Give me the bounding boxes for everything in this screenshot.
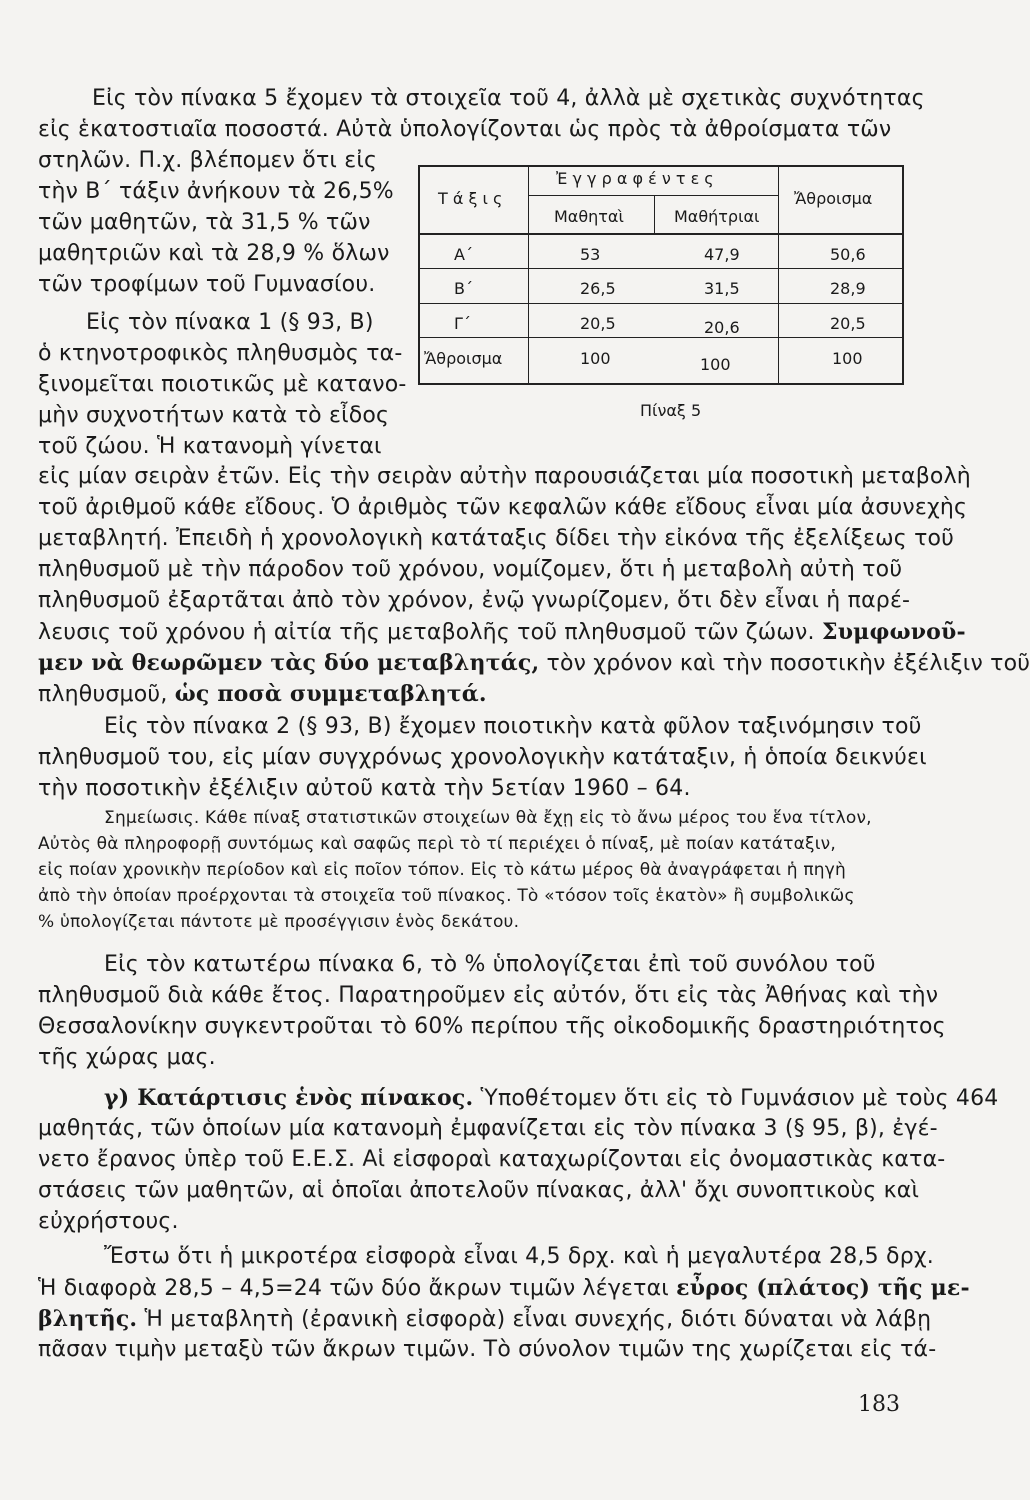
text-line: Εἰς τὸν πίνακα 2 (§ 93, Β) ἔχομεν ποιοτικὴν κατὰ φῦλον ταξινόμησιν τοῦ <box>104 714 922 739</box>
text-line: τῆς χώρας μας. <box>38 1045 216 1070</box>
text-line: Θεσσαλονίκην συγκεντροῦται τὸ 60% περίπου τῆς οἰκοδομικῆς δραστηριότητος <box>38 1014 946 1039</box>
text-span: τὸν χρόνον καὶ τὴν ποσοτικὴν ἐξέλιξιν τοῦ <box>539 651 1030 676</box>
cell-total: 50,6 <box>830 245 866 264</box>
emphasis: βλητῆς. <box>38 1306 138 1332</box>
row-label: Β΄ <box>454 279 473 298</box>
text-line <box>38 1306 931 1332</box>
row-label: Ἄθροισμα <box>424 349 503 368</box>
cell-total: 28,9 <box>830 279 866 298</box>
text-line: Εἰς τὸν πίνακα 5 ἔχομεν τὰ στοιχεῖα τοῦ 4, ἀλλὰ μὲ σχετικὰς συχνότητας <box>92 86 925 111</box>
cell-girls: 47,9 <box>704 245 740 264</box>
text-line: εἰς ἑκατοστιαῖα ποσοστά. Αὐτὰ ὑπολογίζονται ὡς πρὸς τὰ ἀθροίσματα τῶν <box>38 117 892 142</box>
text-line: στάσεις τῶν μαθητῶν, αἱ ὁποῖαι ἀποτελοῦν πίνακας, ἀλλ' ὄχι συνοπτικοὺς καὶ <box>38 1178 920 1203</box>
text-line: μαθητάς, τῶν ὁποίων μία κατανομὴ ἐμφανίζεται εἰς τὸν πίνακα 3 (§ 95, β), ἐγέ- <box>38 1116 938 1141</box>
table-rule <box>654 195 655 235</box>
text-line: ὁ κτηνοτροφικὸς πληθυσμὸς τα- <box>38 341 403 366</box>
text-line: Εἰς τὸν πίνακα 1 (§ 93, Β) <box>86 310 374 335</box>
text-line: μεταβλητή. Ἐπειδὴ ἡ χρονολογικὴ κατάταξις δίδει τὴν εἰκόνα τῆς ἐξελίξεως τοῦ <box>38 526 955 551</box>
cell-total: 100 <box>832 349 863 368</box>
table-rule <box>418 233 904 235</box>
table-rule <box>418 165 420 385</box>
text-line: πληθυσμοῦ διὰ κάθε ἔτος. Παρατηροῦμεν εἰς αὐτόν, ὅτι εἰς τὰς Ἀθήνας καὶ τὴν <box>38 983 939 1008</box>
text-span: Ὑποθέτομεν ὅτι εἰς τὸ Γυμνάσιον μὲ τοὺς 464 <box>473 1086 999 1111</box>
text-line: ξινομεῖται ποιοτικῶς μὲ κατανο- <box>38 372 407 397</box>
text-line: εἰς μίαν σειρὰν ἐτῶν. Εἰς τὴν σειρὰν αὐτὴν παρουσιάζεται μία ποσοτικὴ μεταβολὴ <box>38 464 971 489</box>
table-rule <box>418 383 904 385</box>
text-line <box>38 681 487 707</box>
row-label: Γ΄ <box>454 314 471 333</box>
header-class: Τ ά ξ ι ς <box>438 189 503 208</box>
table-rule <box>418 165 904 167</box>
header-boys: Μαθηταὶ <box>554 207 624 226</box>
row-label: Α΄ <box>454 245 473 264</box>
text-span: λευσις τοῦ χρόνου ἡ αἰτία τῆς μεταβολῆς τοῦ πληθυσμοῦ τῶν ζώων. <box>38 620 815 645</box>
table-rule <box>418 268 904 269</box>
cell-girls: 31,5 <box>704 279 740 298</box>
table-rule <box>528 195 778 196</box>
text-span: Ἡ διαφορὰ 28,5 – 4,5=24 τῶν δύο ἄκρων τιμῶν λέγεται <box>38 1276 677 1301</box>
text-line: πληθυσμοῦ ἐξαρτᾶται ἀπὸ τὸν χρόνον, ἐνῷ γνωρίζομεν, ὅτι δὲν εἶναι ἡ παρέ- <box>38 588 911 613</box>
text-line: στηλῶν. Π.χ. βλέπομεν ὅτι εἰς <box>38 148 378 173</box>
table-rule <box>418 337 904 338</box>
emphasis: ὡς ποσὰ συμμεταβλητά. <box>174 681 487 707</box>
text-span: πληθυσμοῦ, <box>38 682 175 707</box>
cell-total: 20,5 <box>830 314 866 333</box>
emphasis: μεν νὰ θεωρῶμεν τὰς δύο μεταβλητάς, <box>38 650 540 676</box>
note-line: % ὑπολογίζεται πάντοτε μὲ προσέγγισιν ἑνὸς δεκάτου. <box>38 912 520 932</box>
text-line: πληθυσμοῦ του, εἰς μίαν συγχρόνως χρονολογικὴν κατάταξιν, ἡ ὁποία δεικνύει <box>38 745 927 770</box>
text-line: τὴν ποσοτικὴν ἐξέλιξιν αὐτοῦ κατὰ τὴν 5ετίαν 1960 – 64. <box>38 776 691 801</box>
note-line: ἀπὸ τὴν ὁποίαν προέρχονται τὰ στοιχεῖα τοῦ πίνακος. Τὸ «τόσον τοῖς ἑκατὸν» ἢ συμβολικῶς <box>38 886 855 906</box>
text-line <box>38 1275 970 1301</box>
table-5 <box>418 165 904 420</box>
table-rule <box>418 303 904 304</box>
text-line: τοῦ ἀριθμοῦ κάθε εἴδους. Ὁ ἀριθμὸς τῶν κεφαλῶν κάθε εἴδους εἶναι μία ἀσυνεχὴς <box>38 495 968 520</box>
header-enrolled: Ἐ γ γ ρ α φ έ ν τ ε ς <box>556 169 714 188</box>
cell-boys: 53 <box>580 245 601 264</box>
text-line: μὴν συχνοτήτων κατὰ τὸ εἶδος <box>38 403 390 428</box>
table-rule <box>902 165 904 385</box>
text-line: τὴν Β΄ τάξιν ἀνήκουν τὰ 26,5% <box>38 179 394 204</box>
cell-boys: 100 <box>580 349 611 368</box>
note-line: εἰς ποίαν χρονικὴν περίοδον καὶ εἰς ποῖον τόπον. Εἰς τὸ κάτω μέρος θὰ ἀναγράφεται ἡ πηγὴ <box>38 860 847 880</box>
cell-girls: 20,6 <box>704 318 740 337</box>
header-girls: Μαθήτριαι <box>674 207 760 226</box>
text-line: πληθυσμοῦ μὲ τὴν πάροδον τοῦ χρόνου, νομίζομεν, ὅτι ἡ μεταβολὴ αὐτὴ τοῦ <box>38 557 903 582</box>
note-line: Σημείωσις. Κάθε πίναξ στατιστικῶν στοιχείων θὰ ἔχῃ εἰς τὸ ἄνω μέρος του ἕνα τίτλον, <box>104 808 872 828</box>
emphasis: εὖρος (πλάτος) τῆς με- <box>676 1275 970 1301</box>
text-line: εὐχρήστους. <box>38 1209 179 1234</box>
cell-boys: 20,5 <box>580 314 616 333</box>
table-rule <box>778 165 779 385</box>
table-rule <box>528 165 529 385</box>
table-caption: Πίναξ 5 <box>640 401 702 420</box>
note-line: Αὐτὸς θὰ πληροφορῇ συντόμως καὶ σαφῶς περὶ τὸ τί περιέχει ὁ πίναξ, μὲ ποίαν κατάταξιν, <box>38 834 836 854</box>
text-line: νετο ἔρανος ὑπὲρ τοῦ Ε.Ε.Σ. Αἱ εἰσφοραὶ καταχωρίζονται εἰς ὀνομαστικὰς κατα- <box>38 1147 946 1172</box>
page-number: 183 <box>858 1392 900 1417</box>
text-line <box>104 1085 998 1111</box>
text-line <box>38 650 1030 676</box>
text-line: τῶν μαθητῶν, τὰ 31,5 % τῶν <box>38 210 371 235</box>
text-line: Εἰς τὸν κατωτέρω πίνακα 6, τὸ % ὑπολογίζεται ἐπὶ τοῦ συνόλου τοῦ <box>104 952 876 977</box>
emphasis: Συμφωνοῦ- <box>821 619 966 645</box>
cell-girls: 100 <box>700 355 731 374</box>
text-line: τῶν τροφίμων τοῦ Γυμνασίου. <box>38 272 376 297</box>
text-span: Ἡ μεταβλητὴ (ἐρανικὴ εἰσφορὰ) εἶναι συνεχής, διότι δύναται νὰ λάβῃ <box>137 1307 932 1332</box>
text-line: πᾶσαν τιμὴν μεταξὺ τῶν ἄκρων τιμῶν. Τὸ σύνολον τιμῶν της χωρίζεται εἰς τά- <box>38 1337 937 1362</box>
text-line: Ἔστω ὅτι ἡ μικροτέρα εἰσφορὰ εἶναι 4,5 δρχ. καὶ ἡ μεγαλυτέρα 28,5 δρχ. <box>104 1244 934 1269</box>
text-line <box>38 619 966 645</box>
section-heading: γ) Κατάρτισις ἑνὸς πίνακος. <box>104 1085 474 1111</box>
header-total: Ἄθροισμα <box>794 189 873 208</box>
cell-boys: 26,5 <box>580 279 616 298</box>
text-line: μαθητριῶν καὶ τὰ 28,9 % ὅλων <box>38 241 390 266</box>
text-line: τοῦ ζώου. Ἡ κατανομὴ γίνεται <box>38 434 382 459</box>
